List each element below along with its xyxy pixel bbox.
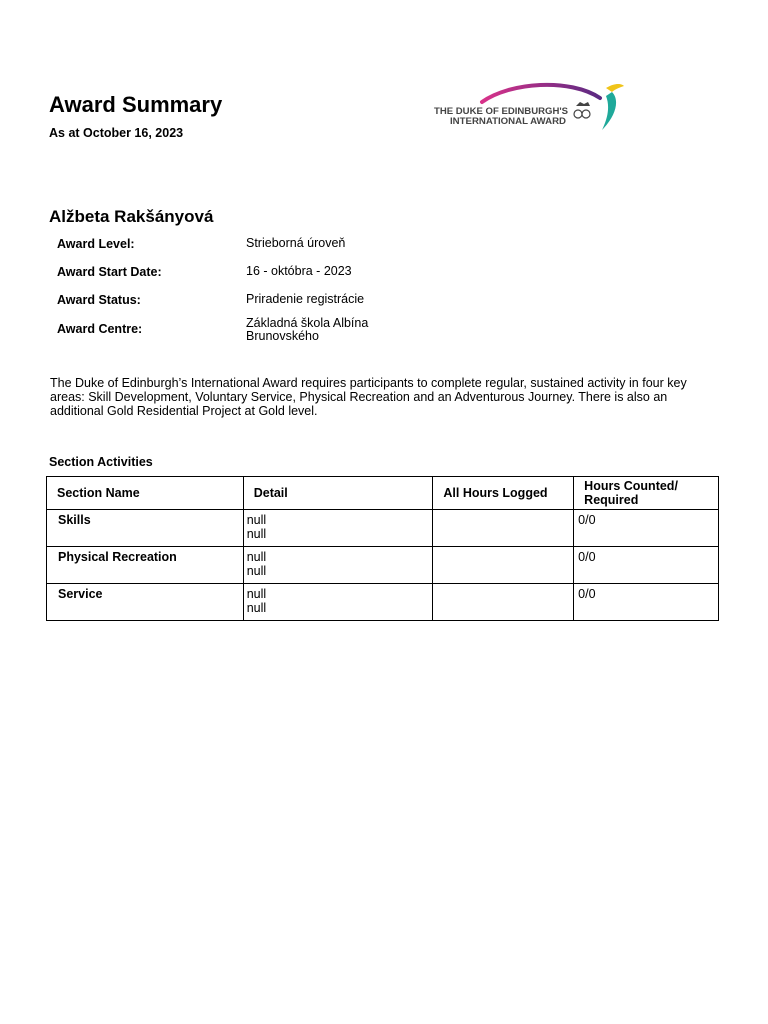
table-row: [47, 584, 719, 621]
hours-logged-cell: [433, 510, 574, 547]
column-header-hours-counted-line2: Required: [584, 493, 639, 507]
table-row: [47, 547, 719, 584]
hours-counted-cell: 0/0: [574, 547, 719, 584]
hours-counted-cell: 0/0: [574, 510, 719, 547]
detail-cell: [243, 584, 433, 621]
logo-text-line1: THE DUKE OF EDINBURGH'S: [434, 106, 568, 117]
detail-line: null: [246, 564, 267, 578]
section-name-cell: Skills: [47, 510, 244, 547]
hours-logged-cell: [433, 584, 574, 621]
hours-logged-cell: [433, 547, 574, 584]
as-at-date: As at October 16, 2023: [49, 126, 184, 140]
award-start-value: 16 - októbra - 2023: [246, 264, 352, 278]
participant-name: Alžbeta Rakšányová: [49, 207, 214, 226]
column-header-detail: Detail: [243, 477, 433, 510]
award-logo: [430, 78, 630, 134]
section-activities-heading: Section Activities: [49, 455, 153, 469]
award-centre-value: [246, 317, 396, 343]
detail-line: null: [246, 587, 267, 601]
hours-counted-cell: 0/0: [574, 584, 719, 621]
award-level-row: [57, 237, 396, 251]
detail-line: null: [246, 527, 267, 541]
column-header-hours-counted-line1: Hours Counted/: [584, 479, 678, 493]
column-header-hours-counted: [574, 477, 719, 510]
intro-paragraph: The Duke of Edinburgh’s International Award requires participants to complete regular, sustained activity in four key areas: Skill Development, Voluntary Service, Physical Recreation and an Adventurous Journey. There is also an additional Gold Residential Project at Gold level.: [50, 376, 687, 418]
table-row: [47, 510, 719, 547]
column-header-section-name: Section Name: [47, 477, 244, 510]
page-title: Award Summary: [49, 92, 223, 117]
award-level-value: Strieborná úroveň: [246, 236, 346, 250]
award-start-label: Award Start Date:: [57, 265, 162, 279]
table-header-row: [47, 477, 719, 510]
section-name-cell: Service: [47, 584, 244, 621]
section-name-cell: Physical Recreation: [47, 547, 244, 584]
award-centre-label: Award Centre:: [57, 322, 143, 336]
award-centre-row: [57, 317, 396, 343]
detail-line: null: [246, 550, 267, 564]
award-centre-value-line2: Brunovského: [246, 329, 319, 343]
award-status-label: Award Status:: [57, 293, 141, 307]
detail-line: null: [246, 601, 267, 615]
column-header-hours-logged: All Hours Logged: [433, 477, 574, 510]
award-level-label: Award Level:: [57, 237, 135, 251]
detail-cell: [243, 510, 433, 547]
activities-table: [46, 476, 719, 621]
award-status-value: Priradenie registrácie: [246, 292, 365, 306]
detail-cell: [243, 547, 433, 584]
award-centre-value-line1: Základná škola Albína: [246, 316, 369, 330]
award-start-row: [57, 265, 396, 279]
detail-line: null: [246, 513, 267, 527]
logo-text-line2: INTERNATIONAL AWARD: [450, 116, 567, 127]
award-status-row: [57, 293, 396, 307]
